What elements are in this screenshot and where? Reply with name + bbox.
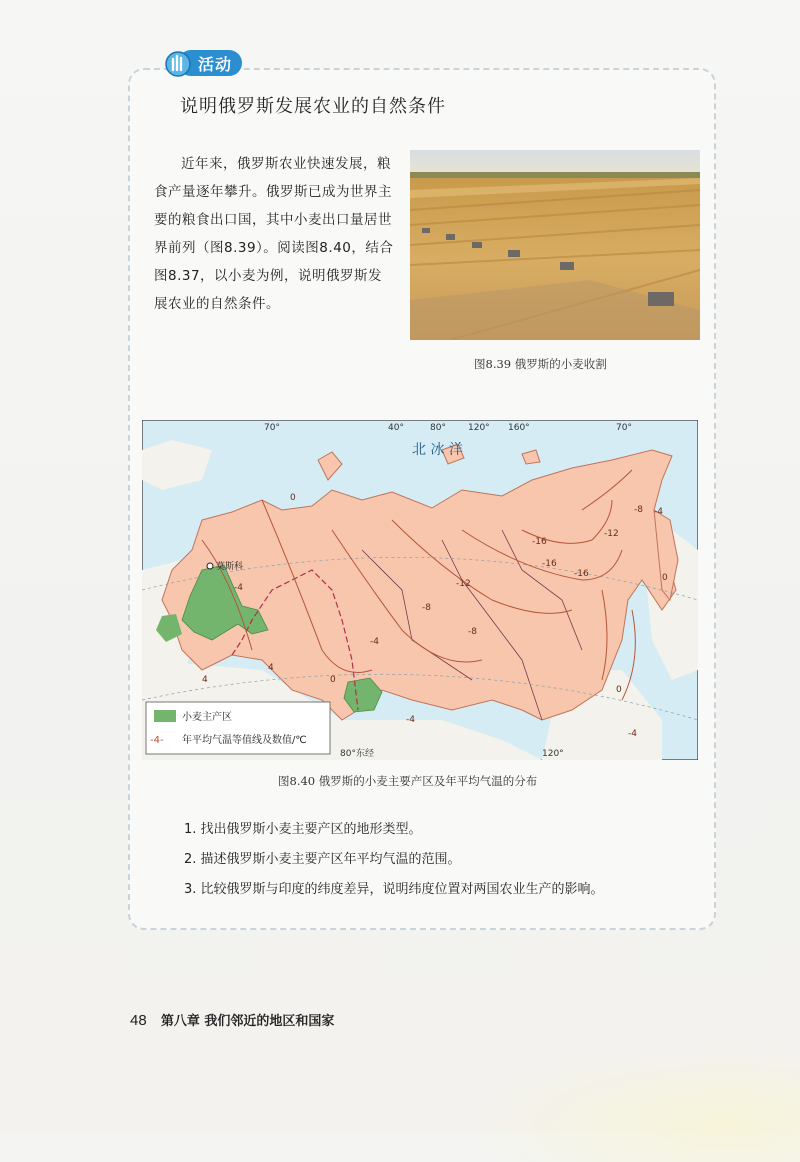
russia-wheat-temperature-map	[142, 420, 698, 760]
wheat-harvest-photo	[410, 150, 700, 340]
isotherm-label: -12	[456, 579, 471, 589]
question-item: 2. 描述俄罗斯小麦主要产区年平均气温的范围。	[184, 852, 461, 867]
isotherm-label: -8	[634, 505, 643, 515]
activity-badge	[164, 48, 242, 78]
map-bottom-tick-1: 80°东经	[340, 749, 374, 759]
light-glare	[460, 1042, 800, 1162]
map-caption: 图8.40 俄罗斯的小麦主要产区及年平均气温的分布	[278, 774, 538, 788]
isotherm-label: 4	[202, 675, 208, 685]
map-bottom-tick-2: 120°	[542, 749, 564, 759]
isotherm-label: -4	[406, 715, 415, 725]
isotherm-label: -4	[234, 583, 243, 593]
isotherm-label: -8	[468, 627, 477, 637]
map-top-tick-4: 120°	[468, 423, 490, 433]
activity-title: 说明俄罗斯发展农业的自然条件	[180, 96, 446, 117]
isotherm-label: -16	[574, 569, 589, 579]
chapter-title: 第八章 我们邻近的地区和国家	[160, 1014, 335, 1029]
page-number: 48	[130, 1012, 147, 1029]
isotherm-label: -4	[628, 729, 637, 739]
page-footer	[130, 1010, 334, 1029]
isotherm-label: -4	[370, 637, 379, 647]
question-item: 3. 比较俄罗斯与印度的纬度差异，说明纬度位置对两国农业生产的影响。	[184, 882, 604, 897]
legend-wheat-swatch	[154, 710, 176, 722]
isotherm-label: -8	[422, 603, 431, 613]
isotherm-label: -12	[604, 529, 619, 539]
map-legend	[146, 702, 330, 754]
map-top-tick-5: 160°	[508, 423, 530, 433]
isotherm-label: 4	[268, 663, 274, 673]
badge-label: 活动	[198, 55, 233, 74]
activity-hand-icon	[164, 48, 192, 78]
isotherm-label: -16	[532, 537, 547, 547]
legend-isotherm-sample: -4-	[150, 735, 164, 746]
map-top-tick-2: 40°	[388, 423, 404, 433]
isotherm-label: 0	[616, 685, 622, 695]
legend-wheat-label: 小麦主产区	[182, 712, 232, 723]
question-item: 1. 找出俄罗斯小麦主要产区的地形类型。	[184, 822, 422, 837]
ocean-label: 北 冰 洋	[412, 442, 463, 458]
photo-caption: 图8.39 俄罗斯的小麦收割	[474, 357, 607, 371]
map-top-tick-3: 80°	[430, 423, 446, 433]
map-top-tick-6: 70°	[616, 423, 632, 433]
isotherm-label: 0	[662, 573, 668, 583]
activity-intro-text: 近年来，俄罗斯农业快速发展，粮食产量逐年攀升。俄罗斯已成为世界主要的粮食出口国，其中小麦出口量居世界前列（图8.39）。阅读图8.40，结合图8.37，以小麦为例，说明俄罗斯发展农业的自然条件。	[154, 156, 394, 312]
question-list	[184, 820, 604, 910]
legend-isotherm-label: 年平均气温等值线及数值/℃	[182, 735, 307, 746]
moscow-label: 莫斯科	[216, 562, 244, 572]
map-top-tick-1: 70°	[264, 423, 280, 433]
isotherm-label: 0	[330, 675, 336, 685]
isotherm-label: -4	[654, 507, 663, 517]
isotherm-label: 0	[290, 493, 296, 503]
isotherm-label: -16	[542, 559, 557, 569]
